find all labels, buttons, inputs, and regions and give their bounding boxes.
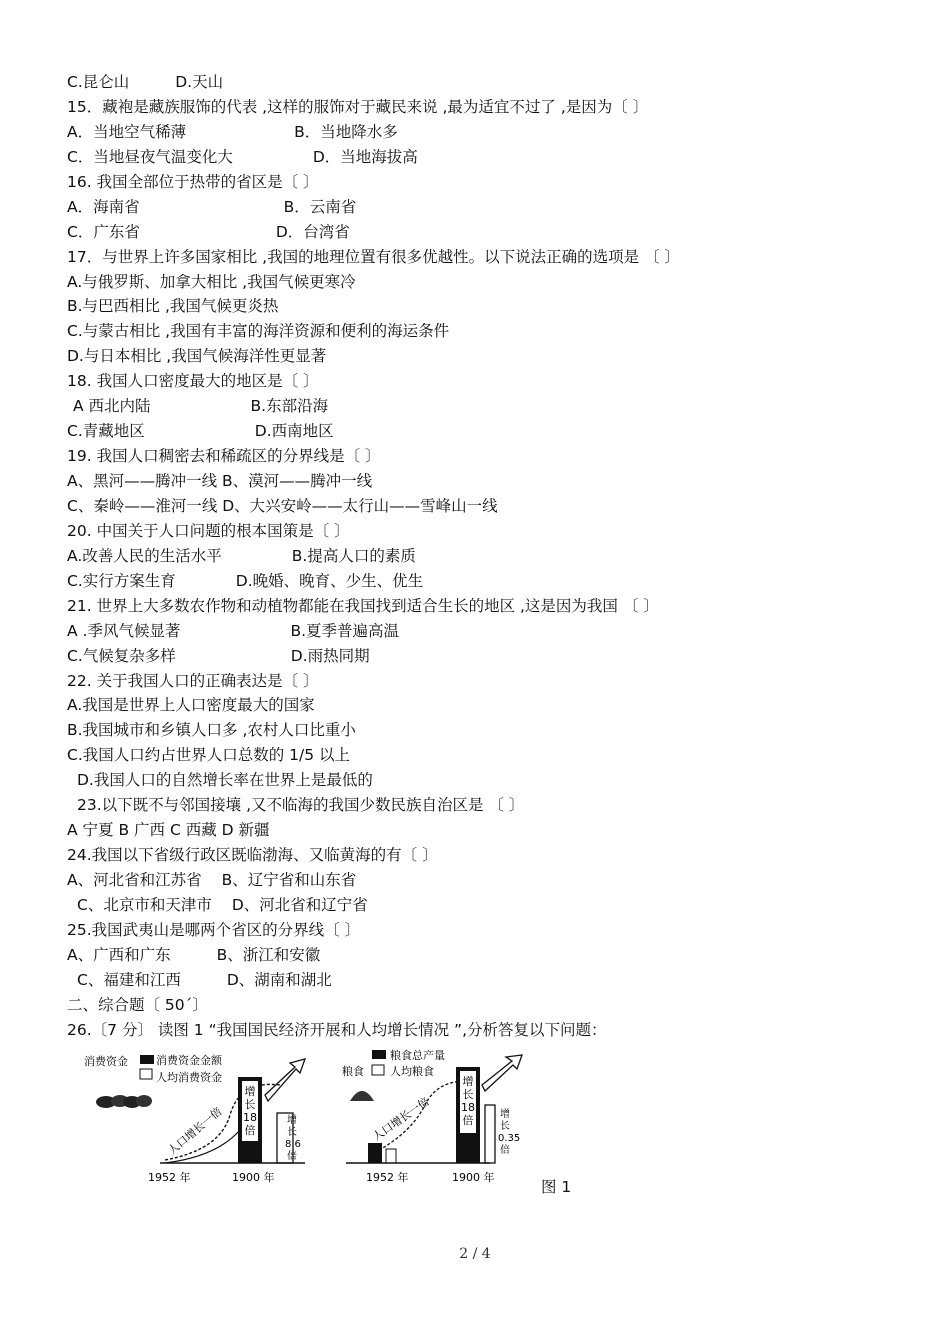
text-line <box>67 519 907 544</box>
svg-text:倍: 倍 <box>462 1114 474 1127</box>
text-line <box>67 195 907 220</box>
text-line <box>67 918 907 943</box>
right-chart <box>342 1048 522 1184</box>
right-year2: 1900 年 <box>452 1171 495 1184</box>
text-line <box>67 145 907 170</box>
line-option: D.天山 <box>175 73 224 91</box>
right-year1: 1952 年 <box>366 1171 409 1184</box>
line-option: B.夏季普遍高温 <box>290 621 400 640</box>
text-line <box>67 170 907 195</box>
line-part: C.气候复杂多样 <box>67 646 176 665</box>
text-line <box>67 993 907 1018</box>
page-number: 2 / 4 <box>459 1246 491 1262</box>
svg-text:倍: 倍 <box>500 1145 510 1156</box>
left-chart <box>84 1053 305 1184</box>
text-line <box>67 319 907 344</box>
right-arrow-icon <box>482 1055 522 1091</box>
line-part: 26.〔7 分〕 读图 1 “我国国民经济开展和人均增长情况 ”,分析答复以下问题： <box>67 1020 607 1039</box>
line-part: C.昆仑山 <box>67 73 130 91</box>
text-line <box>67 619 907 644</box>
line-part: D.与日本相比 ,我国气候海洋性更显著 <box>67 347 327 366</box>
svg-text:18: 18 <box>243 1111 257 1124</box>
text-line <box>67 843 907 868</box>
left-year2: 1900 年 <box>232 1171 275 1184</box>
line-option: D．当地海拔高 <box>312 147 418 166</box>
svg-text:18: 18 <box>461 1101 475 1114</box>
right-curve-label: 人口增长一倍 <box>370 1094 432 1144</box>
coins-icon <box>96 1095 152 1108</box>
text-line <box>67 70 907 95</box>
line-option: D、河北省和辽宁省 <box>231 895 368 914</box>
text-line <box>67 594 907 619</box>
left-legend-solid: 消费资金金额 <box>156 1054 222 1067</box>
line-part: A.我国是世界上人口密度最大的国家 <box>67 696 315 715</box>
left-legend-per: 人均消费资金 <box>156 1071 222 1084</box>
text-line <box>67 444 907 469</box>
right-legend-food: 粮食 <box>342 1065 364 1078</box>
svg-text:增: 增 <box>500 1109 510 1120</box>
left-legend-solid-swatch <box>140 1055 154 1064</box>
line-part: C.我国人口约占世界人口总数的 1/5 以上 <box>67 746 351 765</box>
figure-caption: 图 1 <box>541 1178 572 1196</box>
line-part: C.与蒙古相比 ,我国有丰富的海洋资源和便利的海运条件 <box>67 322 450 341</box>
svg-text:倍: 倍 <box>287 1151 297 1162</box>
left-curve-label: 人口增长一倍 <box>165 1104 225 1158</box>
text-line <box>67 943 907 968</box>
text-line <box>67 394 907 419</box>
line-part: 20. 中国关于人口问题的根本国策是〔 〕 <box>67 521 350 540</box>
line-option: B、辽宁省和山东省 <box>221 871 357 889</box>
line-part: 25.我国武夷山是哪两个省区的分界线〔 〕 <box>67 920 361 939</box>
right-small-bar-hollow <box>386 1149 396 1163</box>
line-part: A．当地空气稀薄 <box>67 122 187 141</box>
text-line <box>67 469 907 494</box>
grain-pile-icon <box>350 1091 374 1101</box>
line-part: 18. 我国人口密度最大的地区是〔 〕 <box>67 372 319 391</box>
text-line <box>67 270 907 295</box>
svg-text:长: 长 <box>287 1127 297 1138</box>
svg-text:增: 增 <box>287 1115 297 1126</box>
text-line <box>67 793 907 818</box>
text-line <box>67 693 907 718</box>
text-line <box>67 294 907 319</box>
text-line <box>67 818 907 843</box>
right-legend-solid-swatch <box>372 1050 386 1059</box>
text-line <box>67 120 907 145</box>
figure-1 <box>80 1045 600 1195</box>
text-line <box>67 369 907 394</box>
text-line <box>67 344 907 369</box>
text-line <box>67 220 907 245</box>
line-part: A 宁夏 B 广西 C 西藏 D 新疆 <box>67 821 270 840</box>
text-line <box>67 893 907 918</box>
left-bar-label <box>243 1085 257 1137</box>
text-line <box>67 644 907 669</box>
line-part: 二、综合题〔 50´〕 <box>67 995 208 1014</box>
svg-text:长: 长 <box>462 1088 474 1101</box>
line-part: C、福建和江西 <box>77 970 181 989</box>
text-line <box>67 569 907 594</box>
line-part: C、北京市和天津市 <box>77 895 212 914</box>
line-part: A、河北省和江苏省 <box>67 871 202 889</box>
line-part: A．海南省 <box>67 197 140 216</box>
svg-text:倍: 倍 <box>244 1124 256 1137</box>
right-bar2-label <box>498 1107 520 1156</box>
right-bar-label <box>461 1075 475 1127</box>
text-line <box>67 743 907 768</box>
svg-text:8.6: 8.6 <box>285 1139 301 1150</box>
text-line <box>67 718 907 743</box>
line-part: A、广西和广东 <box>67 945 171 964</box>
line-option: D.雨热同期 <box>290 646 370 665</box>
text-line <box>67 868 907 893</box>
line-part: 15．藏袍是藏族服饰的代表 ,这样的服饰对于藏民来说 ,最为适宜不过了 ,是因为〔 〕 <box>67 97 649 116</box>
line-part: 19. 我国人口稠密去和稀疏区的分界线是〔 〕 <box>67 447 381 466</box>
line-part: 23.以下既不与邻国接壤 ,又不临海的我国少数民族自治区是 〔 〕 <box>77 796 525 815</box>
line-option: B．云南省 <box>283 197 357 216</box>
line-part: 22. 关于我国人口的正确表达是〔 〕 <box>67 671 319 690</box>
left-arrow-icon <box>265 1059 305 1101</box>
line-option: D．台湾省 <box>275 222 350 241</box>
text-line <box>67 768 907 793</box>
svg-text:长: 长 <box>500 1121 510 1132</box>
line-part: A.与俄罗斯、加拿大相比 ,我国气候更寒冷 <box>67 272 356 291</box>
right-legend-total: 粮食总产量 <box>390 1049 445 1062</box>
svg-text:长: 长 <box>244 1098 256 1111</box>
line-part: A.改善人民的生活水平 <box>67 546 222 565</box>
text-line <box>67 245 907 270</box>
left-year1: 1952 年 <box>148 1171 191 1184</box>
left-legend-total: 消费资金 <box>84 1055 128 1068</box>
line-part: C.实行方案生育 <box>67 571 176 590</box>
line-part: A 西北内陆 <box>73 397 151 416</box>
line-part: 17．与世界上许多国家相比 ,我国的地理位置有很多优越性。以下说法正确的选项是 〔 〕 <box>67 247 680 266</box>
line-part: C.青藏地区 <box>67 422 145 441</box>
line-option: D.晚婚、晚育、少生、优生 <box>235 571 424 590</box>
svg-text:增: 增 <box>462 1075 474 1088</box>
line-option: B.提高人口的素质 <box>291 546 416 565</box>
line-part: A、黑河——腾冲一线 B、漠河——腾冲一线 <box>67 472 373 490</box>
text-line <box>67 419 907 444</box>
line-part: C、秦岭——淮河一线 D、大兴安岭——太行山——雪峰山一线 <box>67 496 498 515</box>
svg-text:增: 增 <box>244 1085 256 1098</box>
left-bar2-label <box>285 1113 301 1162</box>
line-part: D.我国人口的自然增长率在世界上是最低的 <box>77 771 373 790</box>
text-line <box>67 494 907 519</box>
line-option: B、浙江和安徽 <box>216 945 321 964</box>
line-part: B.与巴西相比 ,我国气候更炎热 <box>67 297 279 316</box>
line-part: C．广东省 <box>67 222 140 241</box>
text-line <box>67 95 907 120</box>
text-line <box>67 1018 907 1043</box>
line-option: B．当地降水多 <box>294 122 398 141</box>
question-text-block <box>67 70 907 1043</box>
line-option: D.西南地区 <box>254 422 334 441</box>
right-legend-per: 人均粮食 <box>390 1065 434 1078</box>
text-line <box>67 544 907 569</box>
line-part: C．当地昼夜气温变化大 <box>67 147 233 166</box>
line-part: 21. 世界上大多数农作物和动植物都能在我国找到适合生长的地区 ,这是因为我国 〔 〕 <box>67 596 659 615</box>
svg-text:0.35: 0.35 <box>498 1133 521 1144</box>
text-line <box>67 669 907 694</box>
line-part: 16. 我国全部位于热带的省区是〔 〕 <box>67 172 319 191</box>
text-line <box>67 968 907 993</box>
right-legend-hollow-swatch <box>372 1065 384 1075</box>
left-legend-hollow-swatch <box>140 1069 152 1079</box>
right-bar-per <box>485 1105 495 1163</box>
line-part: B.我国城市和乡镇人口多 ,农村人口比重小 <box>67 721 356 740</box>
line-part: 24.我国以下省级行政区既临渤海、又临黄海的有〔 〕 <box>67 846 438 865</box>
line-part: A .季风气候显著 <box>67 621 181 640</box>
figure-1-svg <box>80 1045 600 1195</box>
line-option: B.东部沿海 <box>250 397 329 416</box>
line-option: D、湖南和湖北 <box>226 970 332 989</box>
